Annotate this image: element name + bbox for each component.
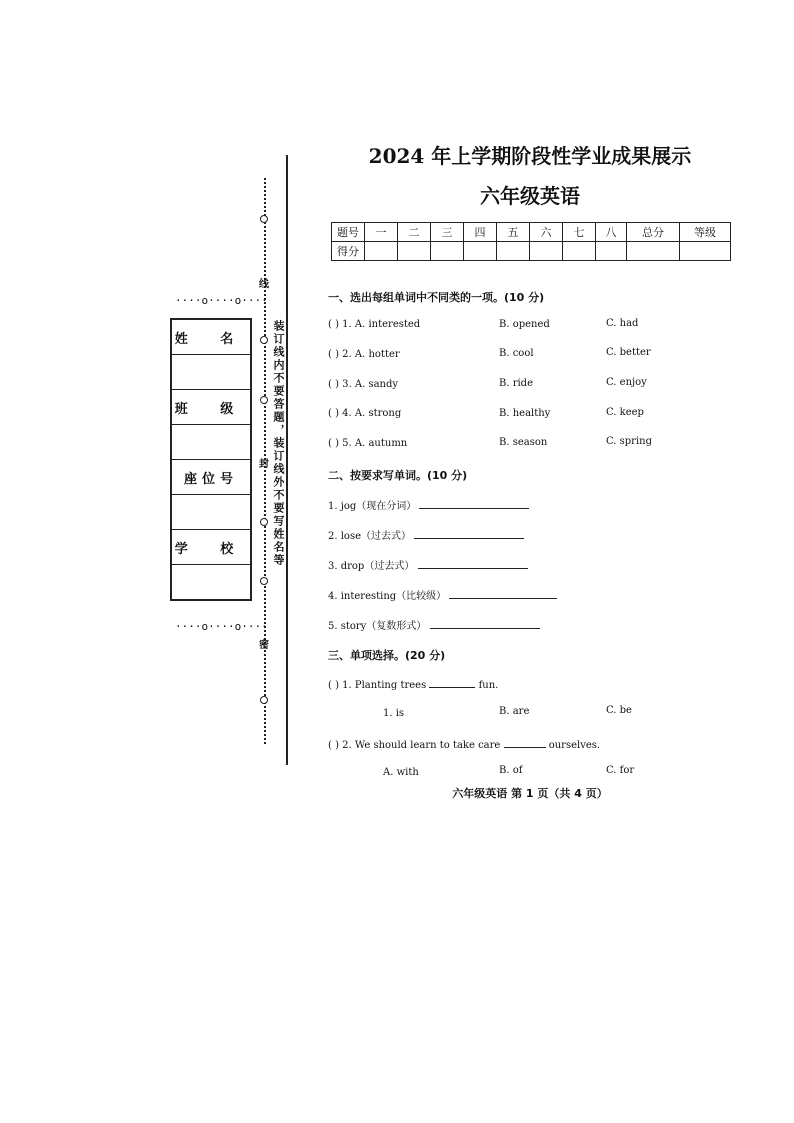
binding-circle [260,518,268,526]
s3-q1-option-a: 1. is [383,708,405,719]
binding-circle [260,336,268,344]
s2-item-4-label: 4. interesting（比较级） [328,591,447,602]
s1-q4-option-c: C. keep [606,407,644,418]
s1-q4-stem: ( ) 4. A. strong [328,408,402,419]
s2-item-3-label: 3. drop（过去式） [328,561,415,572]
binding-circle [260,696,268,704]
score-cell[interactable] [563,242,596,261]
s1-q3-option-b: B. ride [499,378,534,389]
score-cell[interactable] [680,242,731,261]
page-footer: 六年级英语 第 1 页（共 4 页） [452,787,608,800]
s3-q1-stem [328,677,498,691]
s3-q2-option-c: C. for [606,765,635,776]
s1-q2-option-c: C. better [606,347,651,358]
score-cell[interactable] [464,242,497,261]
solid-binding-line [286,155,288,765]
s2-item-3 [328,557,528,572]
section1-title: 一、选出每组单词中不同类的一项。(10 分) [328,291,545,304]
s2-item-1-blank[interactable] [419,498,529,509]
score-header-cell: 三 [431,223,464,242]
name-field[interactable] [172,355,250,390]
score-header-cell: 等级 [680,223,731,242]
s2-item-2-label: 2. lose（过去式） [328,531,411,542]
score-header-cell: 题号 [332,223,365,242]
score-cell[interactable] [398,242,431,261]
student-info-box [170,318,252,601]
s2-item-3-blank[interactable] [418,558,528,569]
s1-q5-option-b: B. season [499,437,548,448]
s2-item-4-blank[interactable] [449,588,557,599]
score-header-cell: 一 [365,223,398,242]
binding-circle [260,215,268,223]
s3-q1-stem-end: fun. [478,680,499,691]
s2-item-2-blank[interactable] [414,528,524,539]
s2-item-4 [328,587,557,602]
section2-title: 二、按要求写单词。(10 分) [328,469,468,482]
s1-q1-option-b: B. opened [499,319,550,330]
dots-bottom: ····o····o···· [175,620,268,633]
name-label: 姓 名 [172,320,250,355]
s1-q1-option-c: C. had [606,318,639,329]
seal-mark-line: 线 [259,279,269,290]
s2-item-1-label: 1. jog（现在分词） [328,501,417,512]
score-header-cell: 八 [596,223,627,242]
s2-item-2 [328,527,524,542]
score-cell[interactable] [365,242,398,261]
exam-subtitle: 六年级英语 [480,184,580,208]
binding-instruction: 装订线内不要答题，装订线外不要写姓名等 [272,320,285,567]
s1-q3-option-c: C. enjoy [606,377,647,388]
s3-q2-stem [328,737,600,751]
score-header-cell: 六 [530,223,563,242]
s3-q2-stem-end: ourselves. [548,740,601,751]
score-cell[interactable] [431,242,464,261]
score-header-cell: 七 [563,223,596,242]
binding-circle [260,396,268,404]
s1-q2-option-b: B. cool [499,348,534,359]
s1-q1-stem: ( ) 1. A. interested [328,319,421,330]
score-header-cell: 总分 [627,223,680,242]
score-header-cell: 二 [398,223,431,242]
s1-q4-option-b: B. healthy [499,408,551,419]
score-row-label: 得分 [332,242,365,261]
s2-item-5-blank[interactable] [430,618,540,629]
s3-q2-option-a: A. with [383,767,419,778]
score-table-header-row [332,223,731,242]
score-table [331,222,731,261]
binding-circle [260,577,268,585]
school-field[interactable] [172,565,250,599]
score-header-cell: 四 [464,223,497,242]
s3-q2-blank[interactable] [504,737,546,748]
score-cell[interactable] [596,242,627,261]
s1-q2-stem: ( ) 2. A. hotter [328,349,400,360]
section3-title: 三、单项选择。(20 分) [328,649,446,662]
s2-item-5 [328,617,540,632]
s1-q5-option-c: C. spring [606,436,653,447]
seal-mark-seal: 封 [259,459,269,470]
dots-top: ····o····o···· [175,294,268,307]
score-header-cell: 五 [497,223,530,242]
class-field[interactable] [172,425,250,460]
s3-q1-stem-start: ( ) 1. Planting trees [328,680,427,691]
s2-item-5-label: 5. story（复数形式） [328,621,427,632]
seat-field[interactable] [172,495,250,530]
s3-q2-stem-start: ( ) 2. We should learn to take care [328,740,501,751]
seal-mark-secret: 密 [259,640,269,651]
s1-q3-stem: ( ) 3. A. sandy [328,379,399,390]
score-cell[interactable] [627,242,680,261]
s2-item-1 [328,497,529,512]
s1-q5-stem: ( ) 5. A. autumn [328,438,408,449]
school-label: 学 校 [172,530,250,565]
exam-title: 2024 年上学期阶段性学业成果展示 [368,144,692,168]
score-cell[interactable] [497,242,530,261]
score-cell[interactable] [530,242,563,261]
s3-q2-option-b: B. of [499,765,523,776]
score-table-score-row [332,242,731,261]
s3-q1-blank[interactable] [429,677,475,688]
s3-q1-option-c: C. be [606,705,632,716]
class-label: 班 级 [172,390,250,425]
s3-q1-option-b: B. are [499,706,530,717]
seat-label: 座位号 [172,460,250,495]
